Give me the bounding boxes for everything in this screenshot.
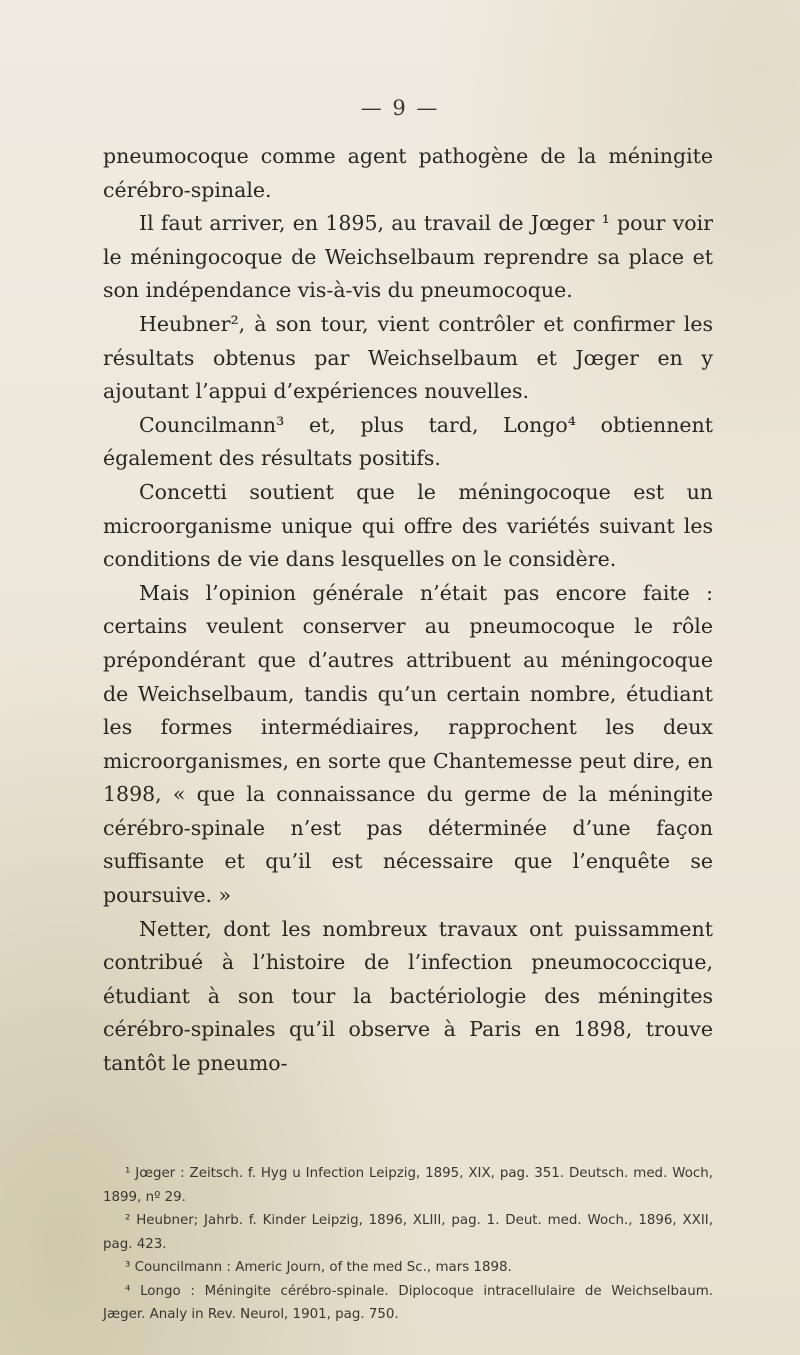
- footnote: ¹ Jœger : Zeitsch. f. Hyg u Infection Leipzig, 1895, XIX, pag. 351. Deutsch. med. Woch, 1899, nº 29.: [103, 1166, 713, 1205]
- paragraph: Netter, dont les nombreux travaux ont puissamment contribué à l’histoire de l’infection pneumococcique, étudiant à son tour la bactériologie des méningites cérébro-spinales qu’il observe à Paris en 1898, trouve tantôt le pneumo-: [103, 916, 713, 1076]
- paragraph: Heubner², à son tour, vient contrôler et confirmer les résultats obtenus par Weichselbaum et Jœger en y ajoutant l’appui d’expériences nouvelles.: [103, 311, 713, 404]
- body-text: [103, 140, 713, 1081]
- footnote: ² Heubner; Jahrb. f. Kinder Leipzig, 1896, XLIII, pag. 1. Deut. med. Woch., 1896, XXII, pag. 423.: [103, 1213, 713, 1252]
- footnote: ⁴ Longo : Méningite cérébro-spinale. Diplocoque intracellulaire de Weichselbaum. Jæger. Analy in Rev. Neurol, 1901, pag. 750.: [103, 1283, 713, 1322]
- paragraph: Mais l’opinion générale n’était pas encore faite : certains veulent conserver au pneumocoque le rôle prépondérant que d’autres attribuent au méningocoque de Weichselbaum, tandis qu’un certain nombre, étudiant les formes intermédiaires, rapprochent les deux microorganismes, en sorte que Chantemesse peut dire, en 1898, « que la connaissance du germe de la méningite cérébro-spinale n’est pas déterminée d’une façon suffisante et qu’il est nécessaire que l’enquête se poursuive. »: [103, 580, 713, 908]
- footnotes: [103, 1162, 713, 1327]
- paragraph: Concetti soutient que le méningocoque est un microorganisme unique qui offre des variétés suivant les conditions de vie dans lesquelles on le considère.: [103, 479, 713, 572]
- page-number: — 9 —: [360, 96, 440, 120]
- paragraph: Councilmann³ et, plus tard, Longo⁴ obtiennent également des résultats positifs.: [103, 412, 713, 471]
- paragraph: Il faut arriver, en 1895, au travail de Jœger ¹ pour voir le méningocoque de Weichselbaum reprendre sa place et son indépendance vis-à-vis du pneumocoque.: [103, 211, 713, 303]
- paragraph: pneumocoque comme agent pathogène de la méningite cérébro-spinale.: [103, 144, 713, 202]
- footnote: ³ Councilmann : Americ Journ, of the med Sc., mars 1898.: [125, 1260, 512, 1275]
